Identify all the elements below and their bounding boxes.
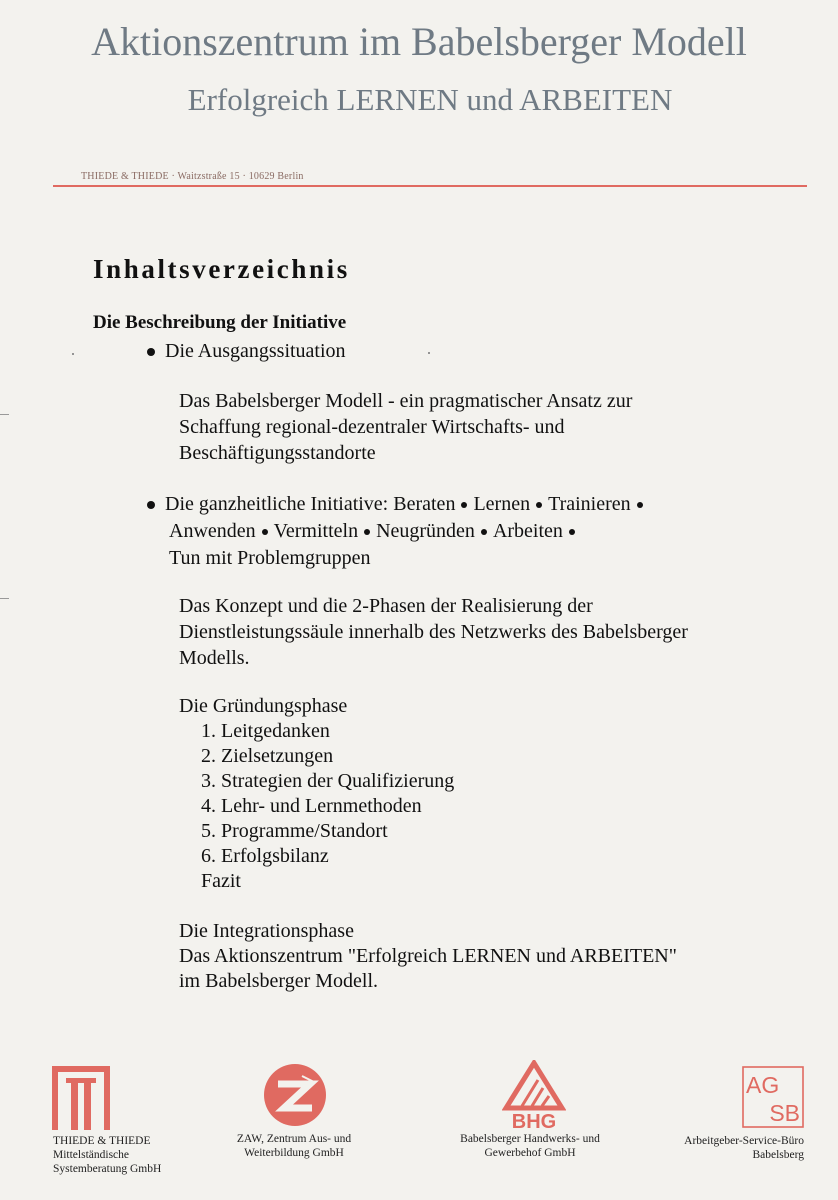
paper-speck — [428, 352, 430, 354]
caption-line: Babelsberg — [752, 1149, 804, 1161]
section-title: Die Beschreibung der Initiative — [93, 312, 347, 333]
caption-line: Systemberatung GmbH — [53, 1163, 162, 1175]
paragraph-line: Schaffung regional-dezentraler Wirtschafts- und — [179, 416, 565, 438]
bullet-icon — [147, 501, 155, 509]
bullet-tail: Tun mit Problemgruppen — [169, 547, 371, 569]
caption-line: Mittelständische — [53, 1149, 130, 1161]
phase-line: im Babelsberger Modell. — [179, 970, 379, 992]
header-title: Aktionszentrum im Babelsberger Modell — [91, 19, 747, 64]
phase-title: Die Gründungsphase — [179, 695, 348, 717]
toc-bullet-item — [147, 491, 649, 572]
separator-dot — [481, 529, 487, 535]
sender-address: THIEDE & THIEDE · Waitzstraße 15 · 10629 Berlin — [81, 171, 304, 182]
zaw-logo-icon — [262, 1062, 328, 1128]
initiative-item: Vermitteln — [273, 520, 359, 542]
paragraph-line: Beschäftigungsstandorte — [179, 442, 376, 464]
paragraph-line: Das Babelsberger Modell - ein pragmatischer Ansatz zur — [179, 390, 633, 412]
bullet-text: Die ganzheitliche Initiative: — [165, 493, 389, 515]
bullet-text: Die Ausgangssituation — [165, 340, 346, 362]
phase-line: Das Aktionszentrum "Erfolgreich LERNEN und ARBEITEN" — [179, 945, 677, 967]
initiative-item: Lernen — [473, 493, 531, 515]
list-item: 1. Leitgedanken — [201, 720, 330, 742]
initiative-item: Anwenden — [169, 520, 256, 542]
margin-mark — [0, 598, 9, 599]
list-item: 5. Programme/Standort — [201, 820, 388, 842]
tt-logo-caption — [53, 1134, 161, 1176]
list-item: 6. Erfolgsbilanz — [201, 845, 329, 867]
paragraph-line: Dienstleistungssäule innerhalb des Netzwerks des Babelsberger — [179, 621, 688, 643]
bullet-icon — [147, 348, 155, 356]
paper-speck — [72, 353, 74, 355]
agsb-mark-text: AG — [746, 1072, 780, 1098]
initiative-item: Arbeiten — [492, 520, 563, 542]
header-subtitle: Erfolgreich LERNEN und ARBEITEN — [187, 82, 673, 117]
phase-list — [201, 719, 454, 894]
separator-dot — [569, 529, 575, 535]
toc-heading: Inhaltsverzeichnis — [93, 254, 350, 284]
initiative-item: Trainieren — [548, 493, 631, 515]
initiative-item: Beraten — [393, 493, 456, 515]
list-item: Fazit — [201, 870, 241, 892]
toc-paragraph — [179, 593, 688, 671]
paragraph-line: Modells. — [179, 647, 250, 669]
caption-line: Arbeitgeber-Service-Büro — [684, 1135, 804, 1147]
toc-bullet-item — [147, 340, 346, 363]
margin-mark — [0, 414, 9, 415]
zaw-logo-caption — [214, 1132, 374, 1160]
agsb-logo-icon — [742, 1066, 804, 1128]
separator-dot — [364, 529, 370, 535]
caption-line: Babelsberger Handwerks- und — [460, 1133, 600, 1145]
bhg-logo-caption — [440, 1132, 620, 1160]
separator-dot — [262, 529, 268, 535]
caption-line: Weiterbildung GmbH — [244, 1147, 344, 1159]
phase-block — [179, 919, 677, 994]
bhg-logo-icon — [502, 1060, 566, 1130]
initiative-item: Neugründen — [376, 520, 475, 542]
list-item: 4. Lehr- und Lernmethoden — [201, 795, 422, 817]
agsb-mark-text: SB — [769, 1100, 800, 1126]
caption-line: ZAW, Zentrum Aus- und — [236, 1133, 352, 1145]
list-item: 2. Zielsetzungen — [201, 745, 334, 767]
bhg-mark-text: BHG — [511, 1111, 557, 1130]
tt-logo-icon — [52, 1066, 110, 1130]
agsb-logo-caption — [640, 1134, 804, 1162]
caption-line: THIEDE & THIEDE — [53, 1135, 151, 1147]
caption-line: Gewerbehof GmbH — [484, 1147, 576, 1159]
phase-title: Die Integrationsphase — [179, 920, 354, 942]
separator-dot — [637, 502, 643, 508]
separator-dot — [461, 502, 467, 508]
header-divider — [53, 185, 807, 187]
separator-dot — [536, 502, 542, 508]
toc-paragraph — [179, 388, 632, 466]
paragraph-line: Das Konzept und die 2-Phasen der Realisierung der — [179, 595, 593, 617]
list-item: 3. Strategien der Qualifizierung — [201, 770, 455, 792]
